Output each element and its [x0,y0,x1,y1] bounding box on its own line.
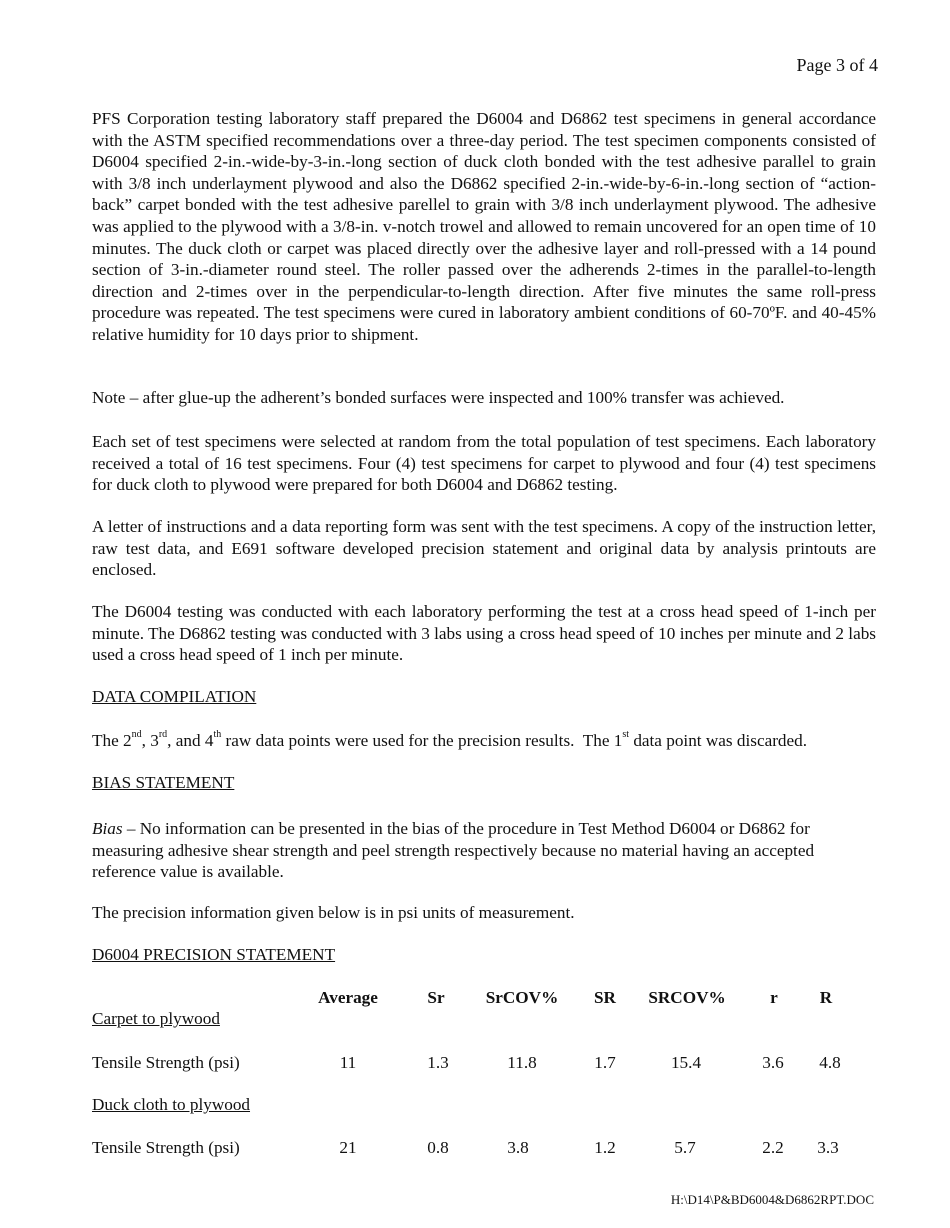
col-header-srcov-upper: SRCOV% [648,988,726,1007]
col-header-sr: Sr [427,988,445,1007]
testing-speed-paragraph: The D6004 testing was conducted with each laboratory performing the test at a cross head speed of 1-inch per minute. The D6862 testing was conducted with 3 labs using a cross head speed of 10 inches per minute and 2 labs used a cross head speed of 1 inch per minute. [92,602,876,665]
cell-duck-sr-upper: 1.2 [594,1138,616,1157]
dc-text-5: data point was discarded. [629,731,808,750]
cell-carpet-average: 11 [339,1053,357,1072]
file-path-footer: H:\D14\P&BD6004&D6862RPT.DOC [670,1192,874,1207]
cell-duck-r-upper: 3.3 [817,1138,839,1157]
precision-table [92,985,876,1165]
page-number: Page 3 of 4 [796,55,878,75]
bias-paragraph [92,818,852,883]
cell-carpet-srcov-upper: 15.4 [670,1053,702,1072]
bias-label: Bias [92,819,123,838]
specimen-preparation-paragraph: PFS Corporation testing laboratory staff prepared the D6004 and D6862 test specimens in general accordance with the ASTM specified recommendations over a three-day period. The test specimen components consisted of D6004 specified 2-in.-wide-by-3-in.-long section of duck cloth bonded with the test adhesive parallel to grain with 3/8 inch underlayment plywood and also the D6862 specified 2-in.-wide-by-6-in.-long section of “action-back” carpet bonded with the test adhesive parellel to grain with 3/8 inch underlayment plywood. The adhesive was applied to the plywood with a 3/8-in. v-notch trowel and allowed to remain uncovered for an open time of 10 minutes. The duck cloth or carpet was placed directly over the adhesive layer and roll-pressed with a 14 pound section of 3-in.-diameter round steel. The roller passed over the adherends 2-times in the parallel-to-length direction and 2-times over in the perpendicular-to-length direction. After five minutes the same roll-press procedure was repeated. The test specimens were cured in laboratory ambient conditions of 60-70ºF. and 40-45% relative humidity for 10 days prior to shipment. [92,109,876,344]
cell-carpet-sr: 1.3 [427,1053,449,1072]
col-header-r: r [770,988,778,1007]
bias-statement-heading: BIAS STATEMENT [92,773,235,792]
col-header-average: Average [318,988,378,1007]
section-carpet-to-plywood: Carpet to plywood [92,1009,220,1028]
row-label-carpet-tensile: Tensile Strength (psi) [92,1053,240,1072]
data-compilation-text [92,730,876,752]
dc-sup-4: st [622,729,630,741]
col-header-srcov: SrCOV% [485,988,559,1007]
cell-carpet-sr-upper: 1.7 [594,1053,616,1072]
transfer-note: Note – after glue-up the adherent’s bonded surfaces were inspected and 100% transfer was achieved. [92,388,785,407]
row-label-duck-tensile: Tensile Strength (psi) [92,1138,240,1157]
dc-sup-2: rd [158,729,168,741]
dc-sup-3: th [213,729,222,741]
d6004-precision-heading: D6004 PRECISION STATEMENT [92,945,336,964]
instructions-paragraph: A letter of instructions and a data reporting form was sent with the test specimens. A copy of the instruction letter, raw test data, and E691 software developed precision statement and original data by analysis printouts are enclosed. [92,517,876,580]
cell-carpet-r-upper: 4.8 [819,1053,841,1072]
cell-duck-average: 21 [339,1138,357,1157]
cell-duck-r: 2.2 [762,1138,784,1157]
specimen-selection-paragraph: Each set of test specimens were selected at random from the total population of test specimens. Each laboratory received a total of 16 test specimens. Four (4) test specimens for carpet to plywood and four (4) test specimens for duck cloth to plywood were prepared for both D6004 and D6862 testing. [92,432,876,495]
cell-duck-srcov-upper: 5.7 [674,1138,696,1157]
dc-text-3: , and 4 [167,731,214,750]
dc-sup-1: nd [131,729,142,741]
bias-text: – No information can be presented in the bias of the procedure in Test Method D6004 or D6862 for measuring adhesive shear strength and peel strength respectively because no material having an accepted reference value is available. [92,819,815,882]
dc-text-2: , 3 [141,731,159,750]
col-header-r-upper: R [819,988,833,1007]
precision-info-line: The precision information given below is in psi units of measurement. [92,903,575,922]
col-header-sr-upper: SR [594,988,616,1007]
cell-duck-sr: 0.8 [427,1138,449,1157]
section-duck-cloth-to-plywood: Duck cloth to plywood [92,1095,251,1114]
cell-carpet-srcov: 11.8 [507,1053,537,1072]
cell-carpet-r: 3.6 [762,1053,784,1072]
data-compilation-heading: DATA COMPILATION [92,687,257,706]
dc-text-1: The 2 [92,731,132,750]
dc-text-4: raw data points were used for the precision results. The 1 [221,731,623,750]
cell-duck-srcov: 3.8 [507,1138,529,1157]
